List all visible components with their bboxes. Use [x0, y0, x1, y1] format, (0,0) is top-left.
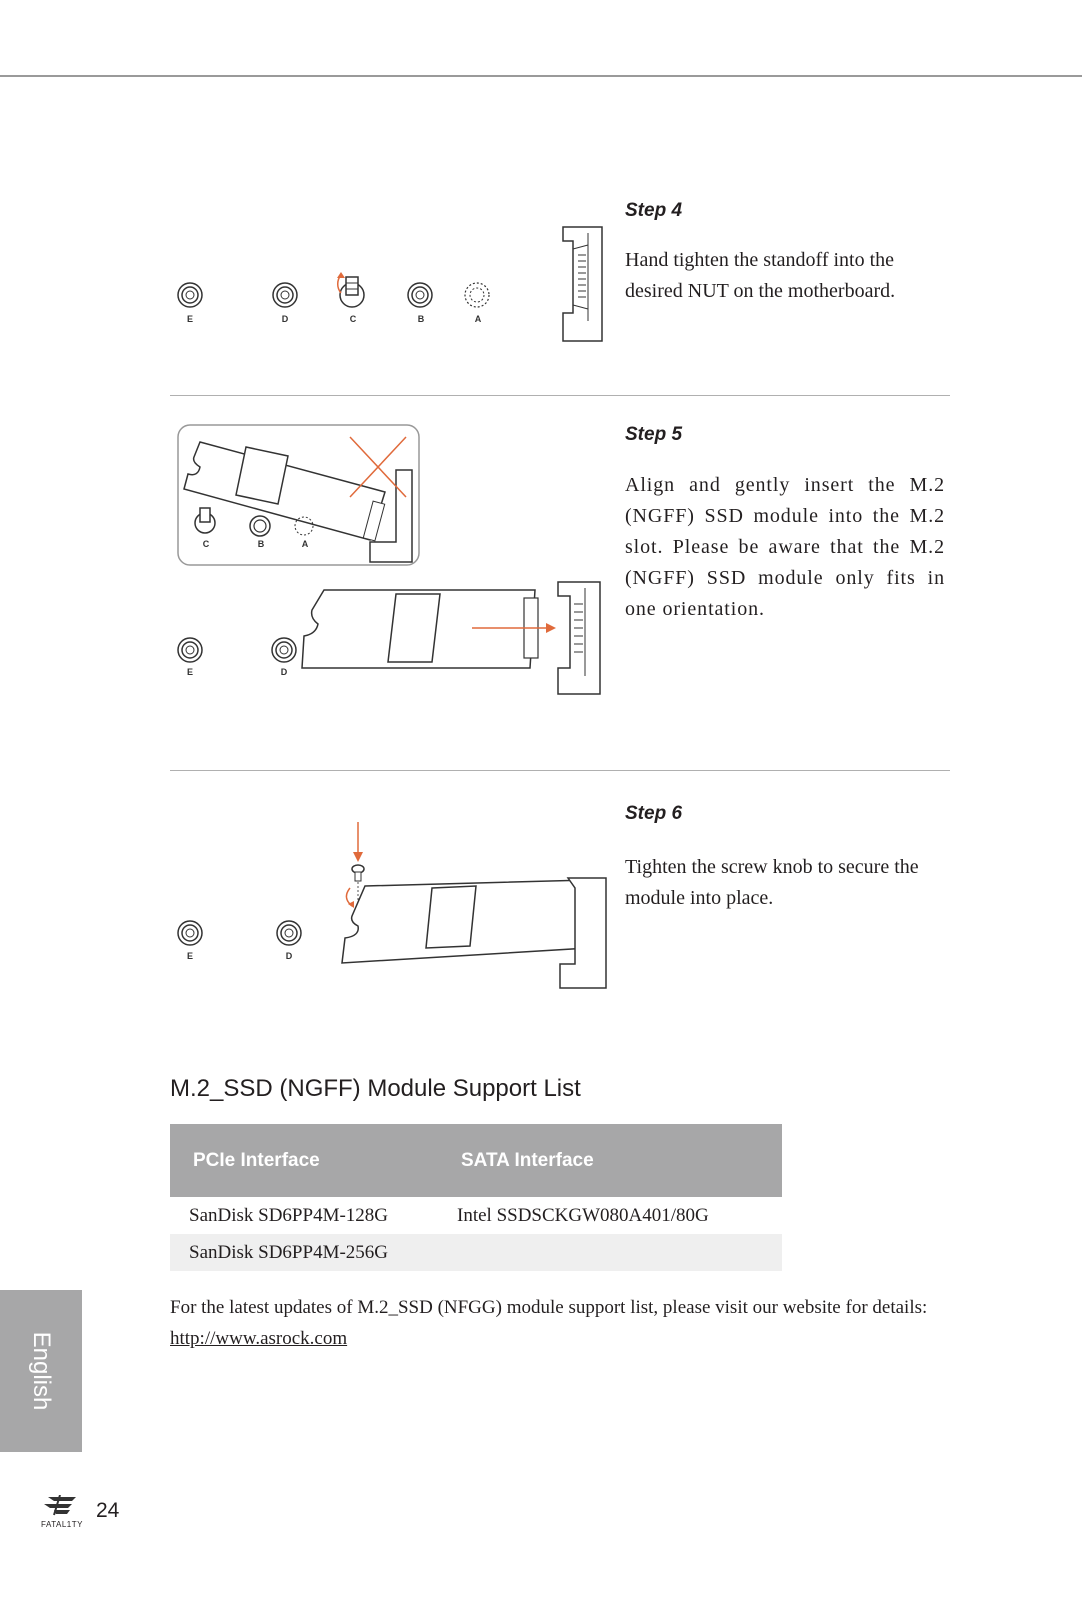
step6-title: Step 6 — [625, 803, 683, 824]
m2-slot-icon — [563, 227, 602, 341]
nut-label-c: C — [349, 314, 357, 324]
nut-d-icon — [273, 283, 297, 307]
nut-label-a: A — [474, 314, 482, 324]
table-row — [170, 1197, 782, 1234]
language-label: English — [28, 1331, 55, 1411]
inset-label-b: B — [257, 539, 265, 549]
fatal1ty-logo — [34, 1495, 90, 1531]
nut-d-icon — [277, 921, 301, 945]
step5-title: Step 5 — [625, 424, 683, 445]
rotate-arrow-icon — [346, 888, 354, 908]
step4-title: Step 4 — [625, 200, 683, 221]
nut-label-e: E — [186, 314, 194, 324]
page-number: 24 — [96, 1499, 120, 1522]
nut-b-icon — [408, 283, 432, 307]
step6-illustration — [170, 818, 610, 998]
fatal1ty-wordmark: FATAL1TY — [41, 1520, 83, 1529]
step5-illustration — [170, 422, 610, 697]
table-header-row — [170, 1124, 782, 1197]
table-cell: SanDisk SD6PP4M-128G — [189, 1204, 389, 1226]
table-cell — [438, 1234, 782, 1271]
table-cell: Intel SSDSCKGW080A401/80G — [457, 1204, 709, 1226]
inset-nut-b-icon — [250, 516, 270, 536]
step4-text: Hand tighten the standoff into the desired NUT on the motherboard. — [625, 249, 896, 302]
nut-e-icon — [178, 638, 202, 662]
down-arrow-icon — [353, 822, 363, 862]
top-rule — [0, 75, 1082, 77]
language-tab — [0, 1290, 82, 1452]
nut-e-icon — [178, 921, 202, 945]
step4-illustration — [170, 215, 610, 350]
fatal1ty-wing-icon — [44, 1495, 76, 1515]
standoff-icon — [337, 272, 364, 307]
m2-module-icon — [302, 590, 538, 668]
m2-slot-icon — [558, 582, 600, 694]
nut-label-e: E — [186, 951, 194, 961]
footnote-text: For the latest updates of M.2_SSD (NFGG) module support list, please visit our website for details: — [170, 1297, 928, 1318]
nut-d-icon — [272, 638, 296, 662]
nut-label-d: D — [280, 667, 288, 677]
column-header-sata: SATA Interface — [438, 1124, 782, 1197]
table-cell: SanDisk SD6PP4M-256G — [170, 1234, 438, 1271]
step-divider — [170, 770, 950, 771]
nut-a-empty-icon — [465, 283, 489, 307]
nut-label-b: B — [417, 314, 425, 324]
step5-text: Align and gently insert the M.2 (NGFF) SSD module into the M.2 slot. Please be aware that the M.2 (NGFF) SSD module only fits in one orientation. — [625, 474, 945, 620]
support-list-title: M.2_SSD (NGFF) Module Support List — [170, 1075, 581, 1102]
table-row — [170, 1234, 782, 1271]
step-divider — [170, 395, 950, 396]
footnote — [170, 1292, 955, 1354]
website-link[interactable]: http://www.asrock.com — [170, 1328, 348, 1349]
column-header-pcie: PCIe Interface — [170, 1124, 438, 1197]
nut-label-d: D — [285, 951, 293, 961]
inset-label-c: C — [202, 539, 210, 549]
m2-module-installed-icon — [342, 880, 588, 963]
step6-text: Tighten the screw knob to secure the module into place. — [625, 856, 919, 909]
inset-label-a: A — [301, 539, 309, 549]
nut-e-icon — [178, 283, 202, 307]
nut-label-d: D — [281, 314, 289, 324]
support-list-table — [170, 1124, 782, 1271]
nut-label-e: E — [186, 667, 194, 677]
